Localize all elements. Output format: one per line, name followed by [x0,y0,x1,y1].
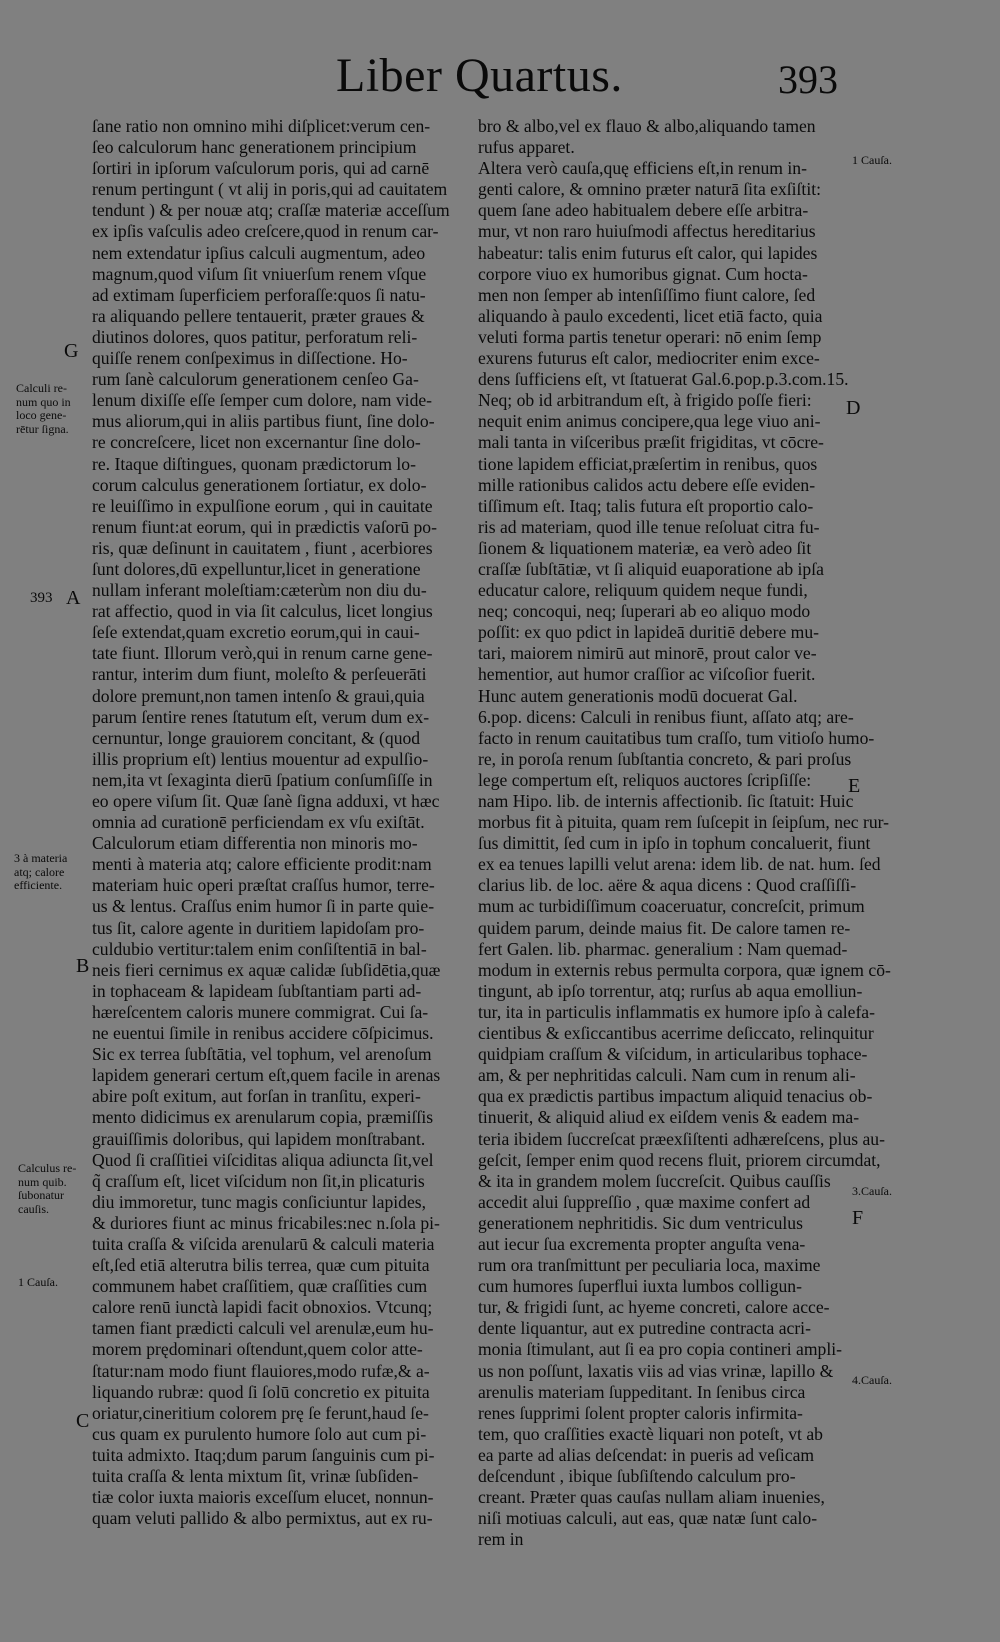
margin-letter-g: G [64,340,79,362]
text-line: communem habet craſſitiem, quæ craſſities cum [92,1276,428,1297]
text-line: facto in renum cauitatibus tum craſſo, tum vitioſo humo- [478,727,875,748]
text-line: oriatur,cineritium colorem prę ſe ferunt,haud ſe- [92,1402,429,1423]
margin-note-line: ſubonatur [18,1188,64,1202]
text-line: & ita in grandem molem ſuccreſcit. Quibus cauſſis [478,1170,831,1191]
text-line: tari, maiorem nimirū aut minorē, prout calor ve- [478,643,817,664]
text-line: rem in [478,1529,524,1550]
text-line: corum calculus generationem ſortiatur, ex dolo- [92,474,427,495]
text-line: re, in poroſa renum ſubſtantia concreto, & pari proſus [478,748,852,769]
margin-note-line: Calculus re- [18,1161,77,1175]
text-line: cientibus & exſiccantibus acerrime deſiccato, relinquitur [478,1023,874,1044]
margin-note-line: efficiente. [14,878,63,892]
margin-letter-e: E [848,775,861,797]
text-line: craſſæ ſubſtātiæ, vt ſi aliquid euaporatione ab ipſa [478,558,824,579]
text-line: re. Itaque diſtingues, quonam prædictorum lo- [92,453,416,474]
text-line: tate fiunt. Illorum verò,qui in renum carne gene- [92,643,433,664]
margin-note-line: cauſis. [18,1201,49,1216]
text-line: corpore viuo ex humoribus gignat. Cum hocta- [478,263,808,284]
text-line: materiam huic operi præſtat craſſus humor, terre- [92,875,435,896]
text-line: neis fieri cernimus ex aquæ calidæ ſubſidētia,quæ [92,959,441,980]
text-line: quidem parum, deinde maius fit. De calore tamen re- [478,917,851,938]
text-line: morbus fit à pituita, quam rem ſuſcepit in ſeipſum, nec rur- [478,812,890,833]
text-line: ex ipſis vaſculis adeo creſcere,quod in renum car- [92,221,439,242]
text-line: illis proprium eſt) lentius mouentur ad expulſio- [92,748,429,769]
text-line: tus ſit, calore agente in duritiem lapidoſam pro- [92,917,425,938]
text-line: lenum dixiſſe eſſe ſemper cum dolore, nam vide- [92,390,433,411]
text-line: habeatur: talis enim futurus eſt calor, qui lapides [478,242,818,263]
text-line: ſane ratio non omnino mihi diſplicet:verum cen- [92,116,431,136]
text-line: ad extimam ſuperficiem perforaſſe:quos ſi natu- [92,284,426,305]
text-line: cus quam ex purulento humore ſolo aut cum pi- [92,1423,427,1444]
text-line: menti à materia atq; calore efficiente prodit:nam [92,854,432,875]
text-line: dolore premunt,non tamen intenſo & graui,quia [92,685,425,706]
text-line: arenulis materiam ſuppeditant. In ſenibus circa [478,1381,806,1402]
text-line: renum fiunt:at eorum, qui in prædictis vaſorū po- [92,516,437,537]
text-line: quem ſane adeo habitualem debere eſſe arbitra- [478,200,809,221]
text-line: dens ſufficiens eſt, vt ſtatuerat Gal.6.pop.p.3.com.15. [478,369,849,390]
text-line: lapidem generari certum eſt,quem facile in arenas [92,1065,441,1086]
text-line: q̃ craſſum eſt, licet viſcidum non ſit,in plicaturis [92,1170,425,1191]
text-line: lege compertum eſt, reliquos auctores ſcripſiſſe: [478,769,812,790]
text-line: tiæ color iuxta maioris exceſſum elucet, nonnun- [92,1487,434,1508]
margin-note-causa-1-left: 1 Cauſa. [18,1275,58,1289]
text-line: hementior, aut humor craſſior ac viſcoſior fuerit. [478,664,816,685]
text-line: diutinos dolores, quos patitur, perforatum reli- [92,326,418,347]
text-line: ris, quæ deſinunt in cauitatem , fiunt , acerbiores [92,537,433,558]
page-header [0,48,1000,108]
text-line: rufus apparet. [478,137,575,158]
text-line: rum ſanè calculorum generationem cenſeo Ga- [92,369,419,390]
text-line: tiſſimum eſt. Itaq; talis futura eſt proportio calo- [478,495,814,516]
text-line: tur, ita in particulis inflammatis ex humore ipſo à calefa- [478,1001,875,1022]
text-line: veluti forma partis tenetur operari: nō enim ſemp [478,326,822,347]
text-line: Calculorum etiam differentia non minoris mo- [92,833,418,854]
text-line: mille rationibus calidos actu debere eſſe eviden- [478,474,816,495]
text-line: poſſit: ex quo pdict in lapideā duritiē debere mu- [478,622,820,643]
text-line: mali tanta in viſceribus præſit frigiditas, vt cōcre- [478,432,824,453]
text-line: rat affectio, quod in via ſit calculus, licet longius [92,601,433,622]
text-line: tendunt ) & per nouæ atq; craſſæ materiæ acceſſum [92,200,450,221]
text-line: eo opere viſum ſit. Quæ ſanè ſigna adduxi, vt hæc [92,791,440,811]
text-line: tuita craſſa & viſcida arenularū & calculi materia [92,1233,435,1254]
page-number: 393 [778,57,838,102]
text-line: aliquando à paulo excedenti, licet etiā facto, quia [478,305,823,326]
margin-letter-c: C [76,1410,90,1432]
text-line: ea parte ad alias deſcendat: in pueris ad veſicam [478,1444,815,1465]
text-line: cum humores ſuperflui iuxta lumbos colligun- [478,1276,802,1297]
text-line: magnum,quod viſum ſit vniuerſum renem vſque [92,263,427,284]
text-line: modum in externis rebus permulta corpora, quæ ignem cō- [478,959,891,980]
text-line: ſtatur:nam modo fiunt flauiores,modo rufæ,& a- [92,1360,430,1381]
text-line: nam Hipo. lib. de internis affectionib. ſic ſtatuit: Huic [478,791,854,811]
text-line: tuita admixto. Itaq;dum parum ſanguinis cum pi- [92,1444,435,1465]
margin-note-line: rētur ſigna. [16,421,69,436]
text-line: dente liquantur, aut ex putredine contracta acri- [478,1318,811,1339]
text-line: geſcit, ſemper enim quod recens fluit, priorem circumdat, [478,1149,881,1170]
margin-note-line: num quo in [16,394,71,409]
text-line: qua ex prædictis partibus impactum aliquid tenacius ob- [478,1086,873,1107]
text-line: diu immoretur, tunc magis conſiciuntur lapides, [92,1191,426,1212]
text-line: liquando rubræ: quod ſi ſolū concretio ex pituita [92,1381,430,1402]
text-line: ſeſe extendat,quam excretio eorum,qui in caui- [92,622,420,643]
text-line: niſi motiuas calculi, aut eas, quæ natæ ſunt calo- [478,1508,818,1529]
text-line: ſus dimittit, ſed cum in ipſo in tophum concaluerit, fiunt [478,833,871,854]
text-line: Altera verò cauſa,quę efficiens eſt,in renum in- [478,158,807,179]
text-line: nem,ita vt ſexaginta dierū ſpatium conſumſiſſe in [92,769,433,790]
text-line: parum ſentire renes ſtatutum eſt, verum dum ex- [92,706,430,727]
text-line: nullam inferant moleſtiam:cæterùm non diu du- [92,580,427,601]
text-line: hæreſcentem caloris munere commigrat. Cui ſa- [92,1001,429,1022]
text-line: tione lapidem efficiat,præſertim in renibus, quos [478,453,818,474]
text-line: ne euentui ſimile in renibus accidere cōſpicimus. [92,1023,434,1044]
text-line: mus aliorum,qui in aliis partibus fiunt, ſine dolo- [92,411,435,432]
text-line: re leuiſſimo in expulſione eorum , qui in cauitate [92,495,433,516]
text-line: exurens futurus eſt calor, mediocriter enim exce- [478,348,820,369]
text-line: monia ſtimulant, aut ſi ea pro copia contineri ampli- [478,1339,842,1360]
margin-note-line: 3 à materia [14,851,68,865]
text-line: morem prędominari oſtendunt,quem color atte- [92,1339,423,1360]
text-line: ſortiri in ipſorum vaſculorum poris, qui ad carnē [92,158,430,179]
text-line: renes ſupprimi ſolent propter caloris infirmita- [478,1402,803,1423]
margin-note-causa-1-right: 1 Cauſa. [852,153,892,167]
margin-page-ref: 393 [30,590,53,606]
text-line: mento didicimus ex arenularum copia, præmiſſis [92,1107,434,1128]
text-line: nem extendatur ipſius calculi augmentum, adeo [92,242,426,263]
margin-note-causa-4: 4.Cauſa. [852,1373,892,1387]
margin-note-line: Calculi re- [16,381,67,395]
margin-letter-a: A [66,587,81,609]
text-line: 6.pop. dicens: Calculi in renibus fiunt, aſſato atq; are- [478,706,854,727]
text-line: us non poſſunt, laxatis viis ad vias vrinæ, lapillo & [478,1360,834,1381]
text-line: ſeo calculorum hanc generationem principium [92,137,417,158]
text-line: & duriores fiunt ac minus fricabiles:nec n.ſola pi- [92,1212,440,1233]
text-line: Hunc autem generationis modū docuerat Gal. [478,685,798,706]
text-line: generationem nephritidis. Sic dum ventriculus [478,1212,803,1233]
text-line: fert Galen. lib. pharmac. generalium : Nam quemad- [478,938,848,959]
margin-letter-f: F [852,1207,864,1229]
text-line: accedit alui ſuppreſſio , quæ maxime confert ad [478,1191,811,1212]
text-line: clarius lib. de loc. aëre & aqua dicens : Quod craſſiſſi- [478,875,857,896]
text-line: genti calore, & omnino præter naturā ſita exſiſtit: [478,179,821,200]
text-line: Neq; ob id arbitrandum eſt, à frigido poſſe fieri: [478,390,812,411]
text-line: tuita craſſa & lenta mixtum ſit, vrinæ ſubſiden- [92,1466,419,1486]
text-line: creant. Præter quas cauſas nullam aliam inuenies, [478,1487,825,1508]
margin-note-materia-calore [14,852,67,893]
text-line: teria ibidem ſuccreſcat præexſiſtenti adhæreſcens, plus au- [478,1128,885,1149]
text-line: tamen fiant prædicti calculi vel arenulæ,eum hu- [92,1318,434,1339]
text-line: renum pertingunt ( vt alij in poris,qui ad cauitatem [92,179,448,200]
text-line: tem, quo craſſities exactè liquari non poteſt, vt ab [478,1423,823,1444]
text-line: re concreſcere, licet non excernantur ſine dolo- [92,432,421,453]
text-line: ris ad materiam, quod ille tenue reſoluat citra fu- [478,516,820,537]
text-line: am, & per nephritidas calculi. Nam cum in renum ali- [478,1065,856,1086]
text-line: grauiſſimis doloribus, qui lapidem monſtrabant. [92,1128,426,1149]
text-line: bro & albo,vel ex flauo & albo,aliquando tamen [478,116,816,136]
text-line: cernuntur, longe grauiorem concitant, & (quod [92,727,421,748]
text-line: omnia ad curationē perficiendam ex vſu exiſtāt. [92,812,425,833]
margin-note-line: atq; calore [14,864,65,879]
running-title: Liber Quartus. [336,49,623,102]
text-line: calore renū iunctà lapidi facit obnoxios. Vtcunq; [92,1297,433,1318]
text-line: ex ea tenues lapilli velut arena: idem lib. de nat. hum. ſed [478,854,881,875]
text-line: ra aliquando pellere tentauerit, præter graues & [92,305,425,326]
left-text-column [92,116,464,1529]
text-line: quiſſe renem conſpeximus in diſſectione. Ho- [92,348,408,369]
text-line: us & lentus. Craſſus enim humor ſi in parte quie- [92,896,435,917]
margin-note-calculus-renum-quib [18,1162,76,1216]
text-line: quidpiam craſſum & viſcidum, in articularibus tophace- [478,1044,868,1065]
text-line: aut iecur ſua excrementa propter anguſta vena- [478,1233,806,1254]
text-line: deſcendunt , ibique ſubſiſtendo calculum pro- [478,1466,796,1486]
margin-note-causa-3: 3.Cauſa. [852,1184,892,1198]
text-line: nequit enim animus concipere,qua lege viuo ani- [478,411,821,432]
margin-note-line: loco gene- [16,408,67,422]
text-line: rantur, interim dum fiunt, moleſto & perſeuerāti [92,664,427,685]
text-line: men non ſemper ab intenſiſſimo fiunt calore, ſed [478,284,816,305]
margin-letter-b: B [76,955,90,977]
text-line: educatur calore, reliquum quidem neque fundi, [478,580,808,601]
text-line: ſionem & liquationem materiæ, ea verò adeo ſit [478,537,812,558]
margin-letter-d: D [846,397,861,419]
text-line: ſunt dolores,dū expelluntur,licet in generatione [92,558,421,579]
margin-note-line: num quib. [18,1174,67,1189]
text-line: mur, vt non raro huiuſmodi affectus hereditarius [478,221,816,242]
text-line: Quod ſi craſſitiei viſciditas aliqua adiuncta ſit,vel [92,1149,434,1170]
text-line: abire poſt exitum, aut forſan in tranſitu, experi- [92,1086,421,1107]
text-line: tingunt, ab ipſo torrentur, atq; rurſus ab aqua emolliun- [478,980,863,1001]
text-line: tinuerit, & aliquid aliud ex eiſdem venis & eadem ma- [478,1107,860,1128]
text-line: rum ora tranſmittunt per peculiaria loca, maxime [478,1255,821,1276]
margin-note-calculi-renum [16,382,71,436]
text-line: eſt,ſed etiā alterutra bilis terrea, quæ cum pituita [92,1255,430,1276]
text-line: quam veluti pallido & albo permixtus, aut ex ru- [92,1508,433,1529]
text-line: tur, & frigidi ſunt, ac hyeme concreti, calore acce- [478,1297,830,1318]
text-line: culdubio vertitur:talem enim conſiſtentiā in bal- [92,938,427,959]
text-line: in tophaceam & lapideam ſubſtantiam parti ad- [92,980,422,1001]
text-line: Sic ex terrea ſubſtātia, vel tophum, vel arenoſum [92,1044,432,1065]
text-line: mum ac turbidiſſimum coaceruatur, concreſcit, primum [478,896,865,917]
text-line: neq; concoqui, neq; ſuperari ab eo aliquo modo [478,601,811,622]
